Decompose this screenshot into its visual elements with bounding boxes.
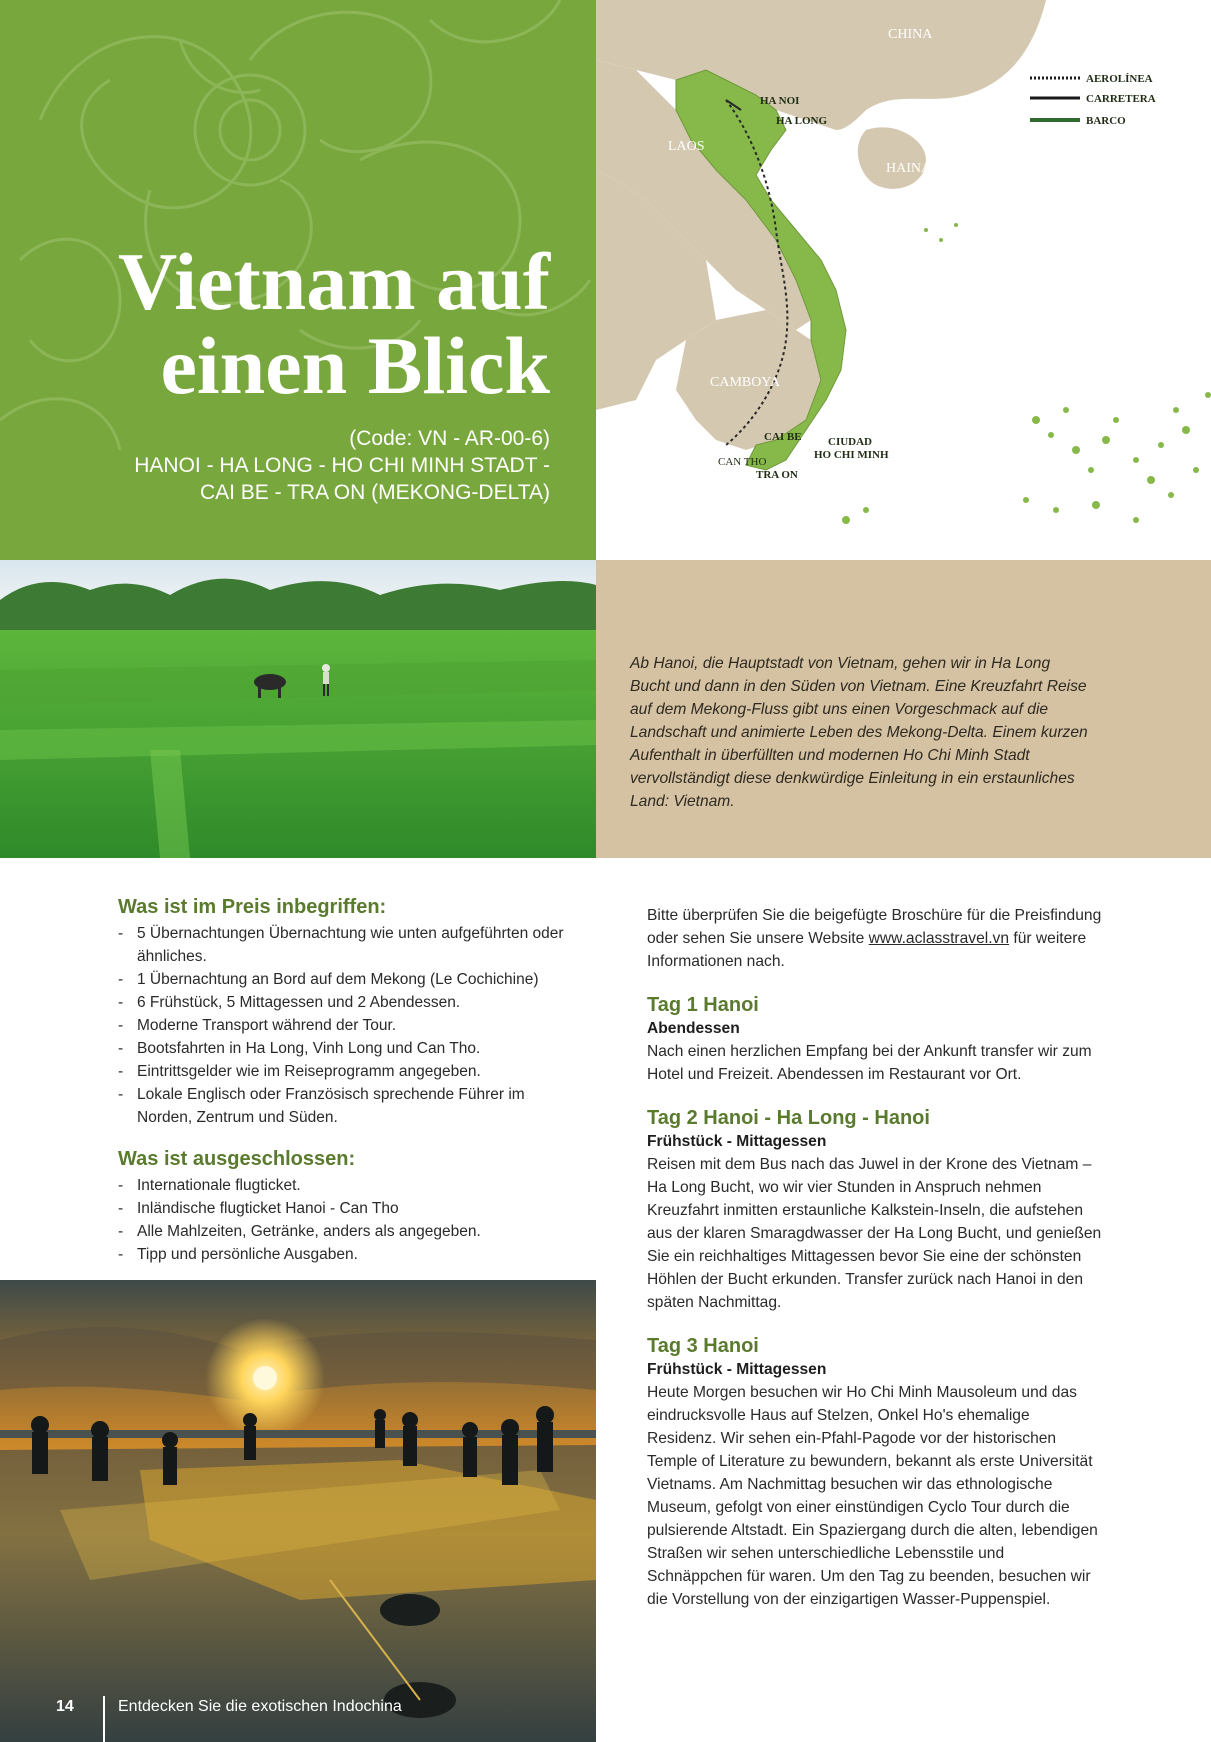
- tour-code: (Code: VN - AR-00-6): [349, 427, 550, 450]
- page-title: [10, 236, 550, 411]
- day-2-meals: Frühstück - Mittagessen: [647, 1133, 827, 1150]
- list-item: - Moderne Transport während der Tour.: [118, 1014, 574, 1037]
- list-item: - Tipp und persönliche Ausgaben.: [118, 1243, 574, 1266]
- footer-divider: [103, 1696, 105, 1742]
- legend-airline: AEROLÍNEA: [1086, 73, 1153, 85]
- day-3-heading: Tag 3 Hanoi: [647, 1335, 759, 1357]
- day-1-meals: Abendessen: [647, 1020, 740, 1037]
- route-map: [596, 0, 1211, 560]
- title-line-2: einen Blick: [160, 320, 550, 411]
- day-3-meals: Frühstück - Mittagessen: [647, 1361, 827, 1378]
- map-city-halong: HA LONG: [776, 115, 828, 127]
- list-item: - 5 Übernachtungen Übernachtung wie unten aufgeführten oder ähnliches.: [118, 922, 574, 968]
- hainan-island: [858, 127, 926, 188]
- route-line-2: CAI BE - TRA ON (MEKONG-DELTA): [199, 481, 550, 504]
- map-city-hanoi: HA NOI: [760, 95, 800, 107]
- page-number: 14: [56, 1698, 74, 1715]
- list-item: - 6 Frühstück, 5 Mittagessen und 2 Abendessen.: [118, 991, 574, 1014]
- day-2-heading: Tag 2 Hanoi - Ha Long - Hanoi: [647, 1107, 930, 1129]
- route-line-1: HANOI - HA LONG - HO CHI MINH STADT -: [134, 454, 550, 477]
- list-item: - Eintrittsgelder wie im Reiseprogramm angegeben.: [118, 1060, 574, 1083]
- map-legend: [1030, 73, 1156, 127]
- day-3-text: Heute Morgen besuchen wir Ho Chi Minh Mausoleum und das eindrucksvolle Haus auf Stelzen, Onkel Ho's ehemalige Residenz. Wir sehen ein-Pfahl-Pagode vor der historischen Temple of Literature zu bewundern, bekannt als erste Universität Vietnams. Am Nachmittag besuchen wir das ethnologische Museum, gefolgt von einer einstündigen Cyclo Tour durch die pulsierende Altstadt. Ein Spaziergang durch die alten, lebendigen Straßen wir sehen unterschiedliche Lebensstile und Schnäppchen für waren. Um den Tag zu beenden, besuchen wir die Vorstellung von der einzigartigen Wasser-Puppenspiel.: [647, 1384, 1098, 1608]
- map-city-ciudad: CIUDAD: [828, 436, 872, 448]
- title-line-1: Vietnam auf: [118, 236, 550, 327]
- map-label-china: CHINA: [888, 27, 933, 42]
- islands: [842, 223, 1211, 524]
- itinerary-column: [647, 904, 1102, 1611]
- map-city-cantho: CAN THO: [718, 456, 767, 468]
- map-label-cambodia: CAMBOYA: [710, 375, 781, 390]
- intro-panel: [596, 560, 1211, 858]
- intro-text: Ab Hanoi, die Hauptstadt von Vietnam, gehen wir in Ha Long Bucht und dann in den Süden von Vietnam. Eine Kreuzfahrt Reise auf dem Mekong-Fluss gibt uns einen Vorgeschmack auf die Landschaft und animierte Leben des Mekong-Delta. Einem kurzen Aufenthalt in überfüllten und modernen Ho Chi Minh Stadt vervollständigt diese denkwürdige Einleitung in ein erstaunliches Land: Vietnam.: [630, 655, 1088, 810]
- pricing-note: [647, 904, 1102, 973]
- map-city-traon: TRA ON: [756, 469, 798, 481]
- fishermen-sunset-photo: [0, 1280, 596, 1742]
- pricing-note-suffix: für weitere Informationen nach.: [647, 930, 1087, 970]
- list-item: - Alle Mahlzeiten, Getränke, anders als angegeben.: [118, 1220, 574, 1243]
- hero-panel: [0, 0, 596, 560]
- day-2-text: Reisen mit dem Bus nach das Juwel in der Krone des Vietnam – Ha Long Bucht, wo wir vier Stunden in Anspruch nehmen Kreuzfahrt inmitten erstaunliche Kalkstein-Inseln, die aufstehen aus der klaren Smaragdwasser der Ha Long Bucht, und genießen Sie ein reichhaltiges Mittagessen bevor Sie eine der schönsten Höhlen der Bucht erkunden. Transfer zurück nach Hanoi in den späten Nachmittag.: [647, 1156, 1102, 1311]
- pricing-note-text: Bitte überprüfen Sie die beigefügte Broschüre für die Preisfindung oder sehen Sie unsere Website: [647, 907, 1102, 947]
- excluded-heading: Was ist ausgeschlossen:: [118, 1148, 356, 1170]
- excluded-list: [118, 1174, 574, 1266]
- website-link[interactable]: www.aclasstravel.vn: [868, 930, 1010, 947]
- inclusions-column: [118, 895, 574, 1284]
- legend-boat: BARCO: [1086, 115, 1126, 127]
- map-city-caibe: CAI BE: [764, 431, 802, 443]
- list-item: - 1 Übernachtung an Bord auf dem Mekong (Le Cochichine): [118, 968, 574, 991]
- map-label-hainan: HAINAM: [886, 161, 944, 176]
- legend-road: CARRETERA: [1086, 93, 1156, 105]
- footer-text: Entdecken Sie die exotischen Indochina: [118, 1698, 402, 1715]
- map-city-hochiminh: HO CHI MINH: [814, 449, 889, 461]
- day-1-text: Nach einen herzlichen Empfang bei der Ankunft transfer wir zum Hotel und Freizeit. Abendessen im Restaurant vor Ort.: [647, 1043, 1092, 1083]
- included-list: [118, 922, 574, 1129]
- rice-field-photo: [0, 560, 596, 858]
- map-label-laos: LAOS: [668, 139, 705, 154]
- list-item: - Lokale Englisch oder Französisch sprechende Führer im Norden, Zentrum und Süden.: [118, 1083, 574, 1129]
- tour-code-block: [0, 425, 550, 506]
- list-item: - Internationale flugticket.: [118, 1174, 574, 1197]
- list-item: - Bootsfahrten in Ha Long, Vinh Long und Can Tho.: [118, 1037, 574, 1060]
- list-item: - Inländische flugticket Hanoi - Can Tho: [118, 1197, 574, 1220]
- day-1-heading: Tag 1 Hanoi: [647, 994, 759, 1016]
- included-heading: Was ist im Preis inbegriffen:: [118, 896, 387, 918]
- map-illustration: [596, 0, 1211, 560]
- page-footer: [0, 1688, 596, 1742]
